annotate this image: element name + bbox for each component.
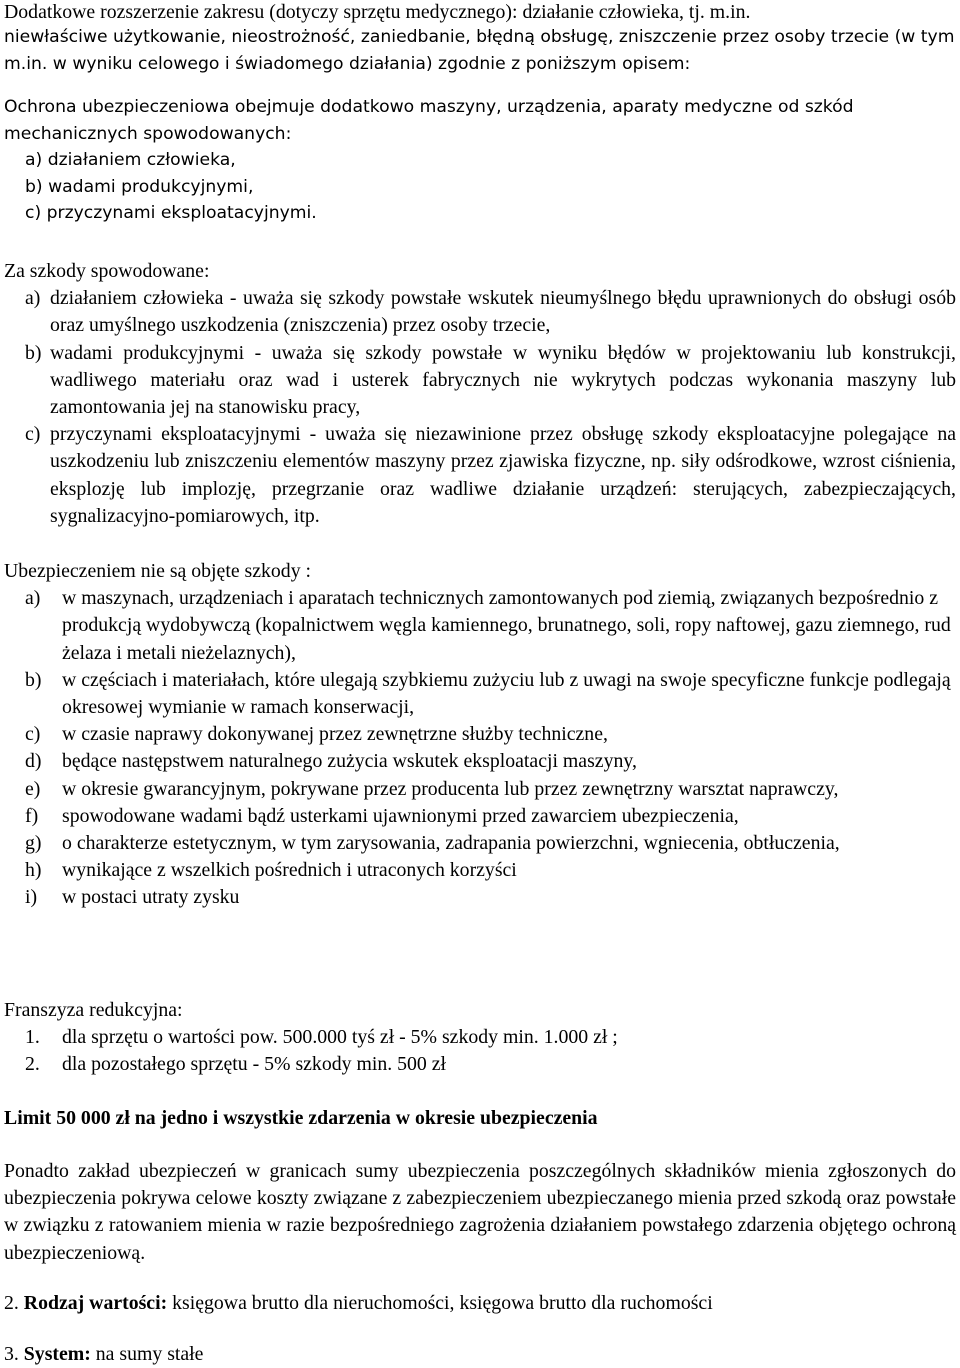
item-text: w czasie naprawy dokonywanej przez zewnętrzne służby techniczne, [62,723,608,746]
item-text: na sumy stałe [90,1343,204,1365]
intro-rest: niewłaściwe użytkowanie, nieostrożność, zaniedbanie, błędną obsługę, zniszczenie przez osoby trzecie (w tym m.in. w wyniku celowego i świadomego działania) zgodnie z poniższym opisem: [4,27,955,74]
franszyza-list [4,1024,956,1078]
item-label: a) [25,587,41,610]
za-szkody-list [4,285,956,530]
ponadto-paragraph: Ponadto zakład ubezpieczeń w granicach sumy ubezpieczenia poszczególnych składników mienia zgłoszonych do ubezpieczenia pokrywa celowe koszty związane z zabezpieczeniem ubezpieczanego mienia przed szkodą oraz powstałe w związku z ratowaniem mienia w razie bezpośredniego zagrożenia działaniem powstałego zdarzenia objętego ochroną ubezpieczeniową. [4,1160,956,1264]
list-item [4,285,956,339]
franszyza-section [4,997,956,1079]
ochrona-list [4,147,956,227]
item-text: w okresie gwarancyjnym, pokrywane przez producenta lub przez zewnętrzny warsztat naprawczy, [62,777,839,800]
item-label: d) [25,750,42,773]
intro-paragraph [4,1,956,77]
item-text: księgowa brutto dla nieruchomości, księgowa brutto dla ruchomości [167,1292,713,1314]
item-label: c) [25,723,41,746]
ochrona-text: Ochrona ubezpieczeniowa obejmuje dodatkowo maszyny, urządzenia, aparaty medyczne od szkód mechanicznych spowodowanych: [4,97,854,144]
item-label: e) [25,777,41,800]
item-label: 2. [25,1053,40,1076]
section-title: Ubezpieczeniem nie są objęte szkody : [4,560,312,582]
item-label: g) [25,832,42,855]
rodzaj-wartosci [4,1290,956,1317]
list-item [4,803,956,830]
item-text: w postaci utraty zysku [62,886,240,909]
system-ubezpieczenia [4,1341,956,1368]
item-label: Rodzaj wartości: [23,1292,168,1314]
list-item [4,884,956,911]
list-item [4,1051,956,1078]
section-title: Za szkody spowodowane: [4,260,210,282]
list-item: c) przyczynami eksploatacyjnymi. [25,203,317,223]
item-label: System: [23,1343,91,1365]
item-label: c) [25,423,41,446]
item-text: wadami produkcyjnymi - uważa się szkody powstałe w wyniku błędów w projektowaniu lub konstrukcji, wadliwego materiału oraz wad i usterek fabrycznych nie wykrytych podczas wykonania maszyny lub zamontowania jej na stanowisku pracy, [50,341,956,419]
item-number: 3. [4,1343,19,1365]
item-label: b) [25,668,42,691]
list-item [4,857,956,884]
item-text: będące następstwem naturalnego zużycia wskutek eksploatacji maszyny, [62,750,637,773]
list-item [4,1024,956,1051]
item-text: dla sprzętu o wartości pow. 500.000 tyś zł - 5% szkody min. 1.000 zł ; [62,1026,618,1049]
list-item: a) działaniem człowieka, [25,150,236,170]
item-text: w maszynach, urządzeniach i aparatach technicznych zamontowanych pod ziemią, związanych bezpośrednio z produkcją wydobywczą (kopalnictwem węgla kamiennego, brunatnego, soli, ropy naftowej, gazu ziemnego, rud żelaza i metali nieżelaznych), [62,587,951,664]
item-text: wynikające z wszelkich pośrednich i utraconych korzyści [62,859,517,882]
list-item [4,340,956,422]
item-label: 1. [25,1026,40,1049]
list-item [4,667,956,721]
item-number: 2. [4,1292,19,1314]
list-item [4,776,956,803]
item-label: b) [25,341,42,364]
item-label: a) [25,287,41,310]
limit-heading: Limit 50 000 zł na jedno i wszystkie zdarzenia w okresie ubezpieczenia [4,1107,598,1129]
section-title: Franszyza redukcyjna: [4,999,183,1021]
item-label: i) [25,886,38,909]
list-item [4,421,956,530]
ochrona-section [4,94,956,227]
item-label: f) [25,804,39,827]
wylaczenia-section [4,558,956,912]
list-item [4,721,956,748]
intro-line-1: Dodatkowe rozszerzenie zakresu (dotyczy sprzętu medycznego): działanie człowieka, tj. m.in. [4,1,751,23]
list-item [4,830,956,857]
za-szkody-section [4,258,956,530]
item-text: o charakterze estetycznym, w tym zarysowania, zadrapania powierzchni, wgniecenia, obtłuczenia, [62,832,840,855]
item-text: dla pozostałego sprzętu - 5% szkody min. 500 zł [62,1053,446,1076]
item-text: przyczynami eksploatacyjnymi - uważa się niezawinione przez obsługę szkody eksploatacyjne polegające na uszkodzeniu lub zniszczeniu elementów maszyny przez zjawiska fizyczne, np. siły odśrodkowe, wzrost ciśnienia, eksplozję lub implozję, przegrzanie oraz wadliwe działanie urządzeń: sterujących, zabezpieczających, sygnalizacyjno-pomiarowych, itp. [50,423,956,527]
item-text: w częściach i materiałach, które ulegają szybkiemu zużyciu lub z uwagi na swoje specyficzne funkcje podlegają okresowej wymianie w ramach konserwacji, [62,668,951,719]
wylaczenia-list [4,585,956,911]
list-item [4,585,956,667]
list-item: b) wadami produkcyjnymi, [25,176,254,197]
item-text: działaniem człowieka - uważa się szkody powstałe wskutek nieumyślnego błędu uprawnionych do obsługi osób oraz umyślnego uszkodzenia (zniszczenia) przez osoby trzecie, [50,287,956,337]
list-item [4,748,956,775]
item-text: spowodowane wadami bądź usterkami ujawnionymi przed zawarciem ubezpieczenia, [62,804,739,827]
item-label: h) [25,859,42,882]
